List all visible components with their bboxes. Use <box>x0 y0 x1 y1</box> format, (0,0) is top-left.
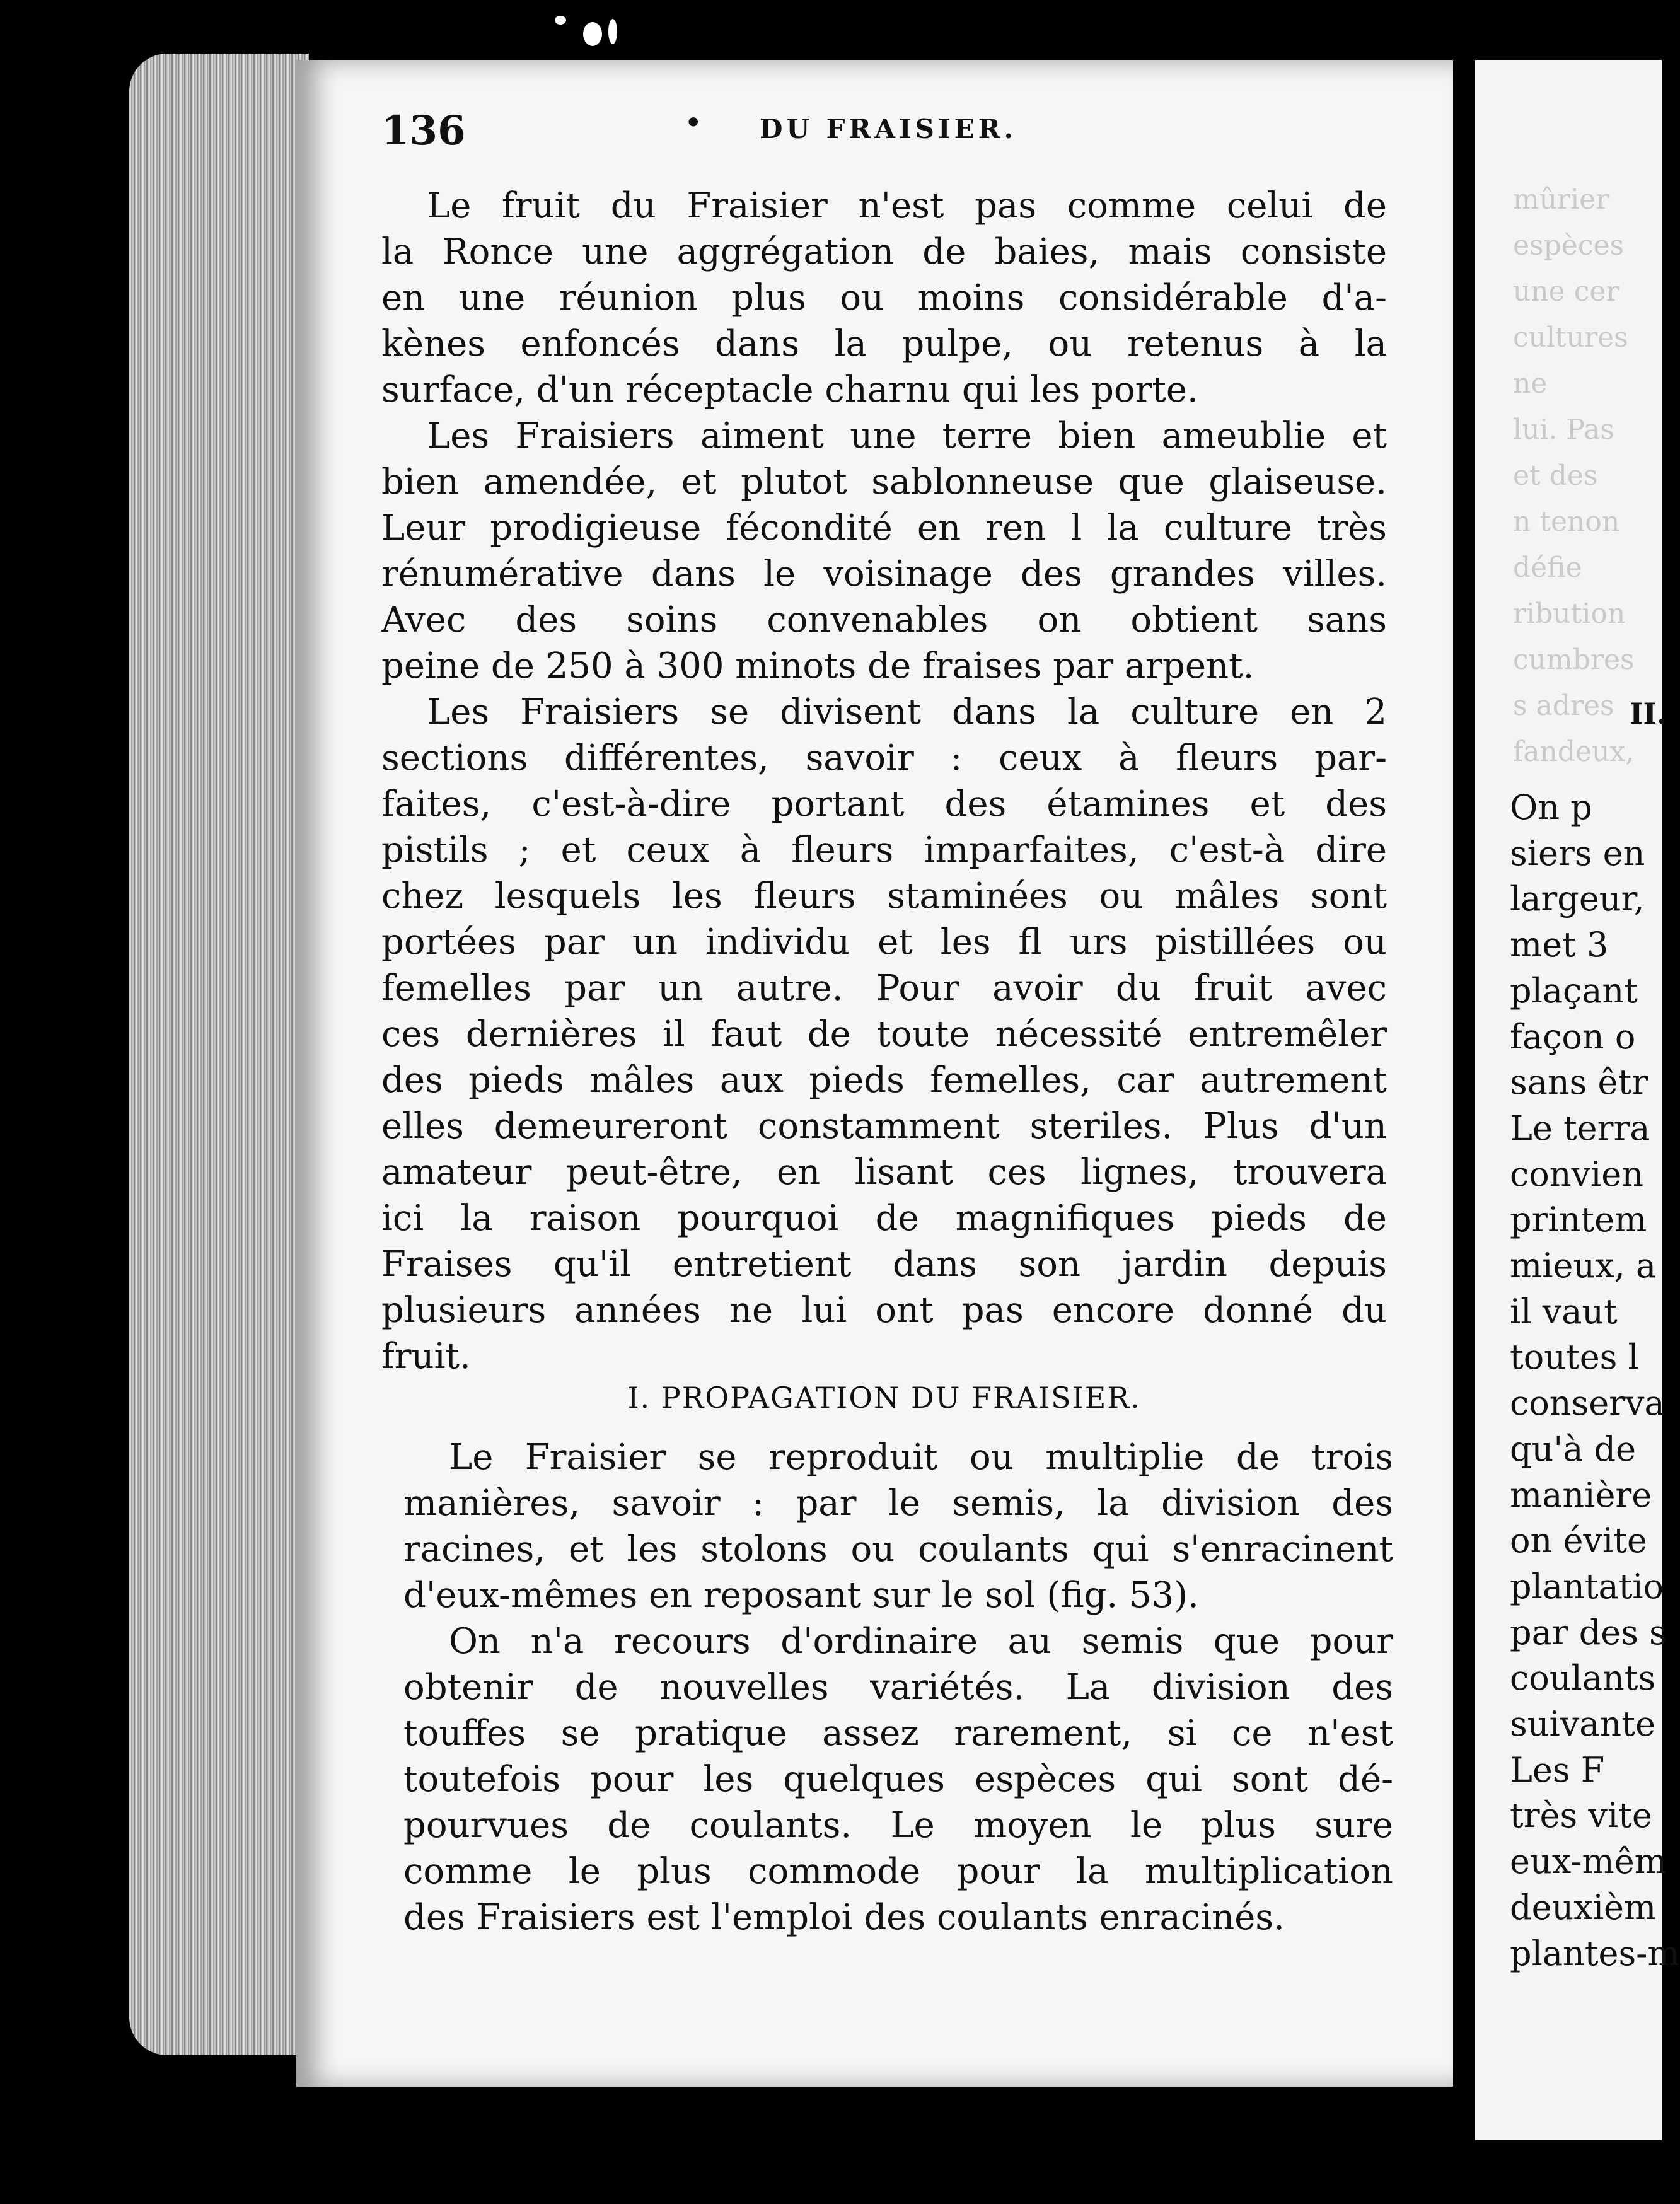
text-line: met 3 <box>1510 925 1609 965</box>
paragraph <box>381 413 1387 689</box>
section-title: I. PROPAGATION DU FRAISIER. <box>627 1381 1141 1415</box>
text-line: peine de 250 à 300 minots de fraises par arpent. <box>381 646 1254 687</box>
text-line: cultures <box>1513 322 1628 354</box>
text-line: façon o <box>1510 1016 1636 1057</box>
text-line: fruit. <box>381 1336 471 1377</box>
right-page-text <box>1510 785 1680 1976</box>
text-line: sans êtr <box>1510 1062 1648 1103</box>
text-line: par des s <box>1510 1612 1667 1652</box>
text-line: fandeux, <box>1513 736 1635 768</box>
text-line: sections différentes, savoir : ceux à fleurs par- <box>381 738 1387 779</box>
text-line: deuxièm <box>1510 1887 1657 1927</box>
paragraph <box>381 689 1387 1379</box>
text-line: qu'à de <box>1510 1429 1637 1469</box>
text-line: et des <box>1513 460 1598 492</box>
page-number: 136 <box>381 107 466 154</box>
text-line: plaçant <box>1510 970 1638 1011</box>
text-line: faites, c'est-à-dire portant des étamines et des <box>381 784 1387 825</box>
text-line: plantes-m <box>1510 1933 1680 1973</box>
body-text-top <box>381 183 1387 1379</box>
header-dot: • <box>684 105 703 141</box>
text-line: en une réunion plus ou moins considérable d'a- <box>381 277 1387 318</box>
text-line: obtenir de nouvelles variétés. La division des <box>403 1667 1393 1708</box>
text-line: conserva <box>1510 1383 1665 1424</box>
text-line: Les Fraisiers se divisent dans la culture en 2 <box>427 692 1387 733</box>
scan-speck <box>608 19 617 44</box>
text-line: coulants <box>1510 1658 1656 1698</box>
text-line: toutes l <box>1510 1337 1639 1378</box>
text-line: On n'a recours d'ordinaire au semis que pour <box>449 1621 1393 1662</box>
text-line: Le fruit du Fraisier n'est pas comme celui de <box>427 185 1387 226</box>
scan-speck <box>583 22 602 46</box>
body-text-bottom <box>403 1434 1393 1940</box>
running-header <box>381 105 1390 154</box>
text-line: il vaut <box>1510 1291 1618 1331</box>
text-line: la Ronce une aggrégation de baies, mais consiste <box>381 231 1387 272</box>
text-line: mieux, a <box>1510 1246 1657 1286</box>
text-line: Le terra <box>1510 1108 1650 1148</box>
text-line: on évite <box>1510 1521 1647 1561</box>
text-line: Les Fraisiers aiment une terre bien ameublie et <box>427 415 1387 456</box>
text-line: ribution <box>1513 598 1626 630</box>
right-section-heading: II. <box>1630 697 1667 731</box>
text-line: lui. Pas <box>1513 414 1614 446</box>
right-page-bleedthrough <box>1513 177 1664 775</box>
text-line: d'eux-mêmes en reposant sur le sol (fig. 53). <box>403 1575 1199 1616</box>
text-line: bien amendée, et plutot sablonneuse que glaiseuse. <box>381 461 1387 502</box>
text-line: elles demeureront constamment steriles. Plus d'un <box>381 1106 1387 1147</box>
paragraph <box>381 183 1387 413</box>
paragraph <box>403 1618 1393 1940</box>
text-line: suivante <box>1510 1704 1655 1744</box>
text-line: cumbres <box>1513 644 1635 676</box>
book-page-edges <box>129 54 309 2055</box>
text-line: femelles par un autre. Pour avoir du fruit avec <box>381 968 1387 1009</box>
text-line: plantatio <box>1510 1566 1664 1606</box>
page-gutter <box>1453 38 1475 2204</box>
text-line: toutefois pour les quelques espèces qui sont dé- <box>403 1759 1393 1800</box>
text-line: très vite <box>1510 1795 1652 1836</box>
text-line: des Fraisiers est l'emploi des coulants enracinés. <box>403 1897 1285 1938</box>
text-line: touffes se pratique assez rarement, si ce n'est <box>403 1713 1393 1754</box>
text-line: une cer <box>1513 276 1619 308</box>
text-line: défie <box>1513 552 1582 584</box>
text-line: des pieds mâles aux pieds femelles, car autrement <box>381 1060 1387 1101</box>
text-line: siers en <box>1510 833 1645 873</box>
text-line: espèces <box>1513 229 1625 262</box>
text-line: pistils ; et ceux à fleurs imparfaites, c'est-à dire <box>381 830 1387 871</box>
text-line: mûrier <box>1513 183 1609 216</box>
text-line: s adres <box>1513 690 1614 722</box>
scan-speck <box>555 16 566 25</box>
text-line: eux-mêm <box>1510 1842 1667 1882</box>
text-line: printem <box>1510 1200 1647 1240</box>
text-line: rénumérative dans le voisinage des grandes villes. <box>381 554 1387 594</box>
text-line: manières, savoir : par le semis, la division des <box>403 1483 1393 1524</box>
running-title: DU FRAISIER. <box>760 113 1017 144</box>
text-line: surface, d'un réceptacle charnu qui les porte. <box>381 369 1198 410</box>
text-line: chez lesquels les fleurs staminées ou mâles sont <box>381 876 1387 917</box>
text-line: comme le plus commode pour la multiplication <box>403 1851 1393 1892</box>
paragraph <box>403 1434 1393 1618</box>
text-line: n tenon <box>1513 506 1620 538</box>
text-line: convien <box>1510 1154 1644 1194</box>
text-line: Avec des soins convenables on obtient sans <box>381 600 1387 641</box>
text-line: portées par un individu et les fl urs pistillées ou <box>381 922 1387 963</box>
text-line: On p <box>1510 787 1592 827</box>
text-line: ici la raison pourquoi de magnifiques pieds de <box>381 1198 1387 1239</box>
text-line: amateur peut-être, en lisant ces lignes, trouvera <box>381 1152 1387 1193</box>
text-line: racines, et les stolons ou coulants qui s'enracinent <box>403 1529 1393 1570</box>
text-line: Leur prodigieuse fécondité en ren l la culture très <box>381 508 1387 548</box>
text-line: manière <box>1510 1475 1652 1515</box>
text-line: Le Fraisier se reproduit ou multiplie de trois <box>449 1437 1393 1478</box>
text-line: Les F <box>1510 1749 1605 1790</box>
text-line: Fraises qu'il entretient dans son jardin depuis <box>381 1244 1387 1285</box>
text-line: plusieurs années ne lui ont pas encore donné du <box>381 1290 1387 1331</box>
text-line: kènes enfoncés dans la pulpe, ou retenus à la <box>381 323 1387 364</box>
text-line: pourvues de coulants. Le moyen le plus sure <box>403 1805 1393 1846</box>
text-line: ne <box>1513 368 1548 400</box>
text-line: ces dernières il faut de toute nécessité entremêler <box>381 1014 1387 1055</box>
text-line: largeur, <box>1510 879 1645 919</box>
